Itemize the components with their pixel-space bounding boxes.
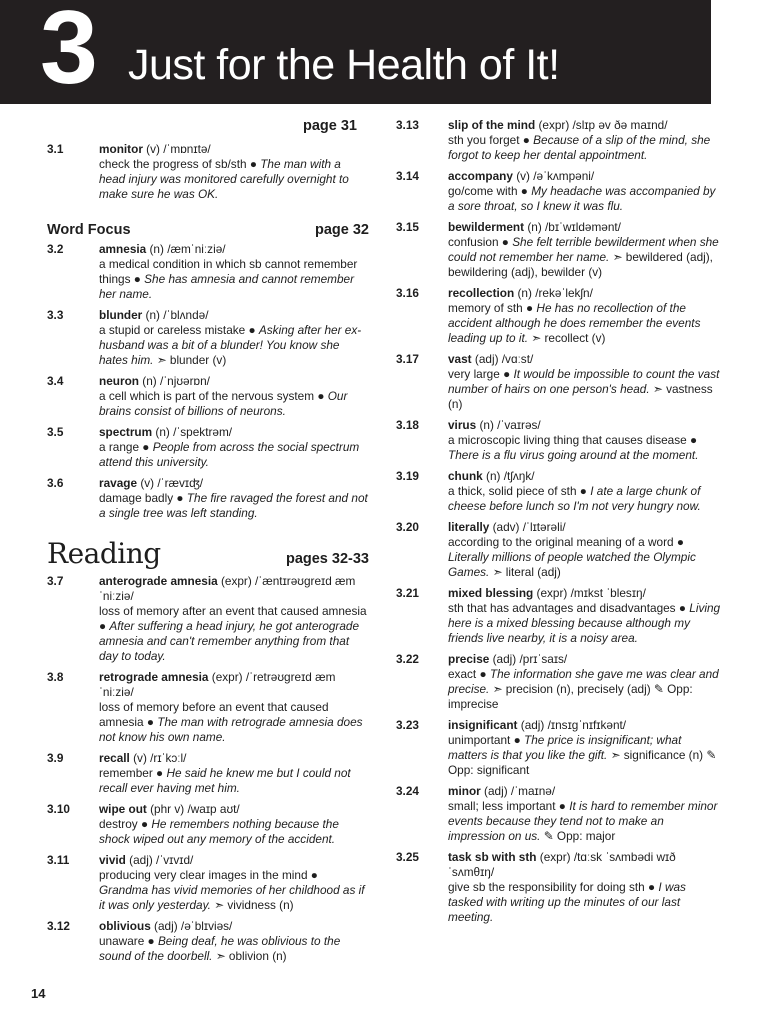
unit-number: 3 xyxy=(40,0,98,106)
entry-headline xyxy=(448,586,722,601)
example-sentence: Because of a slip of the mind, she forgot to keep her dental appointment. xyxy=(448,133,711,162)
word-info: (adv) /ˈlɪtərəli/ xyxy=(489,520,566,534)
vocab-entry xyxy=(47,142,369,202)
entry-headline xyxy=(99,476,369,491)
entry-definition xyxy=(99,491,369,521)
entry-headline xyxy=(448,118,722,133)
page-number: 14 xyxy=(31,986,46,1001)
definition: go/come with ● xyxy=(448,184,532,198)
headword: minor xyxy=(448,784,481,798)
vocab-entry xyxy=(47,751,369,796)
definition: producing very clear images in the mind ● xyxy=(99,868,318,882)
vocab-entry xyxy=(396,286,722,346)
word-info: (n) /ˈvaɪrəs/ xyxy=(476,418,541,432)
headword: slip of the mind xyxy=(448,118,536,132)
headword: virus xyxy=(448,418,477,432)
word-info: (n) /rekəˈlekʃn/ xyxy=(514,286,593,300)
entry-headline xyxy=(448,418,722,433)
entry-number: 3.2 xyxy=(47,242,64,256)
entry-group-reading xyxy=(47,574,369,964)
definition: a medical condition in which sb cannot remember things ● xyxy=(99,257,358,286)
word-info: (n) /tʃʌŋk/ xyxy=(482,469,535,483)
entry-number: 3.17 xyxy=(396,352,419,366)
entry-headline xyxy=(99,425,369,440)
entry-definition xyxy=(99,389,369,419)
entry-body xyxy=(448,352,722,412)
example-sentence: He remembers nothing because the shock wiped out any memory of the accident. xyxy=(99,817,339,846)
entry-body xyxy=(99,802,369,847)
entry-definition xyxy=(448,184,722,214)
entry-number: 3.25 xyxy=(396,850,419,864)
related-forms: ➣ vastness (n) xyxy=(448,382,713,411)
entry-headline xyxy=(448,469,722,484)
related-forms: ➣ vividness (n) xyxy=(210,898,294,912)
headword: chunk xyxy=(448,469,483,483)
definition: a stupid or careless mistake ● xyxy=(99,323,259,337)
definition: unimportant ● xyxy=(448,733,524,747)
example-sentence: The information she gave me was clear and precise. xyxy=(448,667,719,696)
entry-body xyxy=(99,242,369,302)
entry-headline xyxy=(99,142,369,157)
section-header-reading xyxy=(47,537,369,570)
entry-number: 3.8 xyxy=(47,670,64,684)
entry-number: 3.20 xyxy=(396,520,419,534)
entry-definition xyxy=(448,301,722,346)
entry-number: 3.13 xyxy=(396,118,419,132)
word-info: (adj) /əˈblɪviəs/ xyxy=(150,919,233,933)
vocab-entry xyxy=(396,352,722,412)
entry-headline xyxy=(99,802,369,817)
entry-body xyxy=(99,670,369,745)
entry-number: 3.6 xyxy=(47,476,64,490)
related-forms: ➣ bewildered (adj), bewildering (adj), bewilder (v) xyxy=(448,250,713,279)
entry-number: 3.18 xyxy=(396,418,419,432)
word-info: (adj) /ˈvɪvɪd/ xyxy=(125,853,194,867)
example-sentence: I was tasked with writing up the minutes of our last meeting. xyxy=(448,880,686,924)
example-sentence: The man with a head injury was monitored carefully overnight to make sure he was OK. xyxy=(99,157,349,201)
entry-definition xyxy=(448,733,722,778)
entry-group-word-focus xyxy=(47,242,369,521)
definition: a thick, solid piece of sth ● xyxy=(448,484,591,498)
word-info: (n) /bɪˈwɪldəmənt/ xyxy=(524,220,621,234)
entry-definition xyxy=(99,934,369,964)
word-info: (expr) /tɑːsk ˈsʌmbədi wɪð ˈsʌmθɪŋ/ xyxy=(448,850,676,879)
word-info: (adj) /prɪˈsaɪs/ xyxy=(489,652,568,666)
definition: memory of sth ● xyxy=(448,301,537,315)
entry-number: 3.1 xyxy=(47,142,64,156)
vocab-entry xyxy=(47,919,369,964)
entry-body xyxy=(448,784,722,844)
entry-headline xyxy=(99,751,369,766)
entry-body xyxy=(99,425,369,470)
entry-headline xyxy=(448,352,722,367)
definition: very large ● xyxy=(448,367,514,381)
entry-definition xyxy=(99,604,369,664)
entry-number: 3.19 xyxy=(396,469,419,483)
vocab-entry xyxy=(47,574,369,664)
related-forms: ✎ Opp: major xyxy=(540,829,616,843)
definition: give sb the responsibility for doing sth ● xyxy=(448,880,659,894)
entry-number: 3.5 xyxy=(47,425,64,439)
unit-banner xyxy=(0,0,711,104)
entry-body xyxy=(448,169,722,214)
headword: amnesia xyxy=(99,242,147,256)
vocab-entry xyxy=(47,308,369,368)
entry-definition xyxy=(99,817,369,847)
entry-number: 3.24 xyxy=(396,784,419,798)
headword: precise xyxy=(448,652,490,666)
word-info: (adj) /ˈmaɪnə/ xyxy=(480,784,556,798)
definition: loss of memory after an event that caused amnesia ● xyxy=(99,604,367,633)
entry-number: 3.15 xyxy=(396,220,419,234)
entry-body xyxy=(99,308,369,368)
headword: vivid xyxy=(99,853,126,867)
section-page-31: page 31 xyxy=(303,118,357,134)
entry-definition xyxy=(99,766,369,796)
entry-headline xyxy=(99,574,369,604)
example-sentence: The fire ravaged the forest and not a single tree was left standing. xyxy=(99,491,368,520)
related-forms: ➣ significance (n) ✎ Opp: significant xyxy=(448,748,717,777)
vocab-entry xyxy=(47,853,369,913)
right-column xyxy=(396,118,722,931)
entry-definition xyxy=(99,440,369,470)
entry-group-page31 xyxy=(47,142,369,202)
example-sentence: Asking after her ex-husband was a bit of a blunder! You know she hates him. xyxy=(99,323,362,367)
headword: wipe out xyxy=(99,802,147,816)
example-sentence: It would be impossible to count the vast number of hairs on one person's head. xyxy=(448,367,720,396)
headword: retrograde amnesia xyxy=(99,670,209,684)
definition: confusion ● xyxy=(448,235,513,249)
headword: bewilderment xyxy=(448,220,525,234)
entry-body xyxy=(99,919,369,964)
entry-number: 3.23 xyxy=(396,718,419,732)
vocab-entry xyxy=(396,169,722,214)
example-sentence: After suffering a head injury, he got anterograde amnesia and can't remember anything from that day to today. xyxy=(99,619,360,663)
definition: according to the original meaning of a word ● xyxy=(448,535,684,549)
section-header-word-focus xyxy=(47,222,369,238)
example-sentence: The price is insignificant; what matters is that you like the gift. xyxy=(448,733,682,762)
definition: a microscopic living thing that causes disease ● xyxy=(448,433,698,447)
example-sentence: He has no recollection of the accident although he does remember the events leading up to it. xyxy=(448,301,701,345)
example-sentence: He said he knew me but I could not recall ever having met him. xyxy=(99,766,351,795)
entry-headline xyxy=(448,652,722,667)
vocab-entry xyxy=(396,586,722,646)
headword: anterograde amnesia xyxy=(99,574,218,588)
headword: neuron xyxy=(99,374,139,388)
entry-headline xyxy=(99,919,369,934)
entry-headline xyxy=(448,520,722,535)
entry-definition xyxy=(448,667,722,712)
entry-number: 3.3 xyxy=(47,308,64,322)
entry-headline xyxy=(448,850,722,880)
definition: unaware ● xyxy=(99,934,158,948)
entry-body xyxy=(448,118,722,163)
example-sentence: I ate a large chunk of cheese before lunch so I'm not very hungry now. xyxy=(448,484,701,513)
entry-body xyxy=(448,286,722,346)
entry-body xyxy=(99,853,369,913)
example-sentence: Being deaf, he was oblivious to the sound of the doorbell. xyxy=(99,934,341,963)
vocab-entry xyxy=(47,374,369,419)
related-forms: ➣ recollect (v) xyxy=(528,331,606,345)
definition: exact ● xyxy=(448,667,490,681)
entry-definition xyxy=(448,133,722,163)
entry-body xyxy=(99,751,369,796)
entry-number: 3.9 xyxy=(47,751,64,765)
word-info: (v) /ˈrævɪʤ/ xyxy=(137,476,204,490)
entry-definition xyxy=(448,367,722,412)
entry-number: 3.4 xyxy=(47,374,64,388)
word-info: (v) /rɪˈkɔːl/ xyxy=(129,751,187,765)
entry-definition xyxy=(99,157,369,202)
headword: oblivious xyxy=(99,919,151,933)
entry-definition xyxy=(448,484,722,514)
entry-number: 3.12 xyxy=(47,919,70,933)
example-sentence: Grandma has vivid memories of her childhood as if it was only yesterday. xyxy=(99,883,365,912)
example-sentence: Literally millions of people watched the Olympic Games. xyxy=(448,550,696,579)
headword: task sb with sth xyxy=(448,850,537,864)
example-sentence: The man with retrograde amnesia does not know his own name. xyxy=(99,715,363,744)
vocab-entry xyxy=(396,118,722,163)
word-info: (v) /əˈkʌmpəni/ xyxy=(512,169,595,183)
headword: recall xyxy=(99,751,130,765)
entry-headline xyxy=(99,308,369,323)
section-page-32: page 32 xyxy=(315,222,369,238)
entry-definition xyxy=(99,257,369,302)
entry-definition xyxy=(99,868,369,913)
entry-number: 3.14 xyxy=(396,169,419,183)
definition: damage badly ● xyxy=(99,491,187,505)
entry-headline xyxy=(99,374,369,389)
entry-headline xyxy=(448,169,722,184)
entry-body xyxy=(448,520,722,580)
headword: spectrum xyxy=(99,425,153,439)
example-sentence: Our brains consist of billions of neurons. xyxy=(99,389,348,418)
entry-body xyxy=(448,469,722,514)
definition: a range ● xyxy=(99,440,153,454)
left-column xyxy=(47,118,369,970)
section-title-word-focus: Word Focus xyxy=(47,222,131,238)
vocab-entry xyxy=(396,850,722,925)
definition: destroy ● xyxy=(99,817,152,831)
word-info: (n) /æmˈniːziə/ xyxy=(146,242,226,256)
entry-number: 3.7 xyxy=(47,574,64,588)
headword: blunder xyxy=(99,308,143,322)
entry-definition xyxy=(448,601,722,646)
entry-body xyxy=(448,718,722,778)
headword: accompany xyxy=(448,169,513,183)
example-sentence: She has amnesia and cannot remember her name. xyxy=(99,272,355,301)
word-info: (expr) /ˈretrəʊɡreɪd æmˈniːziə/ xyxy=(99,670,336,699)
vocab-entry xyxy=(396,652,722,712)
headword: monitor xyxy=(99,142,143,156)
section-title-reading: Reading xyxy=(47,537,161,570)
entry-number: 3.22 xyxy=(396,652,419,666)
word-info: (v) /ˈmɒnɪtə/ xyxy=(142,142,211,156)
definition: a cell which is part of the nervous system ● xyxy=(99,389,328,403)
entry-headline xyxy=(99,853,369,868)
word-info: (expr) /ˈæntɪrəʊɡreɪd æmˈniːziə/ xyxy=(99,574,356,603)
entry-number: 3.11 xyxy=(47,853,70,867)
vocab-entry xyxy=(396,784,722,844)
entry-group-reading-continued xyxy=(396,118,722,925)
example-sentence: Living here is a mixed blessing because although my friends live nearby, it is a noisy area. xyxy=(448,601,721,645)
headword: ravage xyxy=(99,476,138,490)
entry-headline xyxy=(99,670,369,700)
entry-body xyxy=(448,418,722,463)
headword: vast xyxy=(448,352,472,366)
example-sentence: People from across the social spectrum attend this university. xyxy=(99,440,360,469)
entry-number: 3.10 xyxy=(47,802,70,816)
vocab-entry xyxy=(47,670,369,745)
related-forms: ➣ precision (n), precisely (adj) ✎ Opp: imprecise xyxy=(448,682,693,711)
vocab-entry xyxy=(396,418,722,463)
vocab-entry xyxy=(396,718,722,778)
entry-headline xyxy=(448,286,722,301)
word-info: (n) /ˈnjʊərɒn/ xyxy=(138,374,210,388)
section-pages-32-33: pages 32-33 xyxy=(285,551,369,567)
example-sentence: There is a flu virus going around at the moment. xyxy=(448,448,699,462)
definition: small; less important ● xyxy=(448,799,570,813)
unit-title: Just for the Health of It! xyxy=(128,41,560,89)
entry-headline xyxy=(99,242,369,257)
entry-body xyxy=(448,220,722,280)
entry-headline xyxy=(448,718,722,733)
entry-body xyxy=(99,476,369,521)
related-forms: ➣ oblivion (n) xyxy=(212,949,287,963)
word-info: (expr) /slɪp əv ðə maɪnd/ xyxy=(535,118,668,132)
example-sentence: My headache was accompanied by a sore throat, so I knew it was flu. xyxy=(448,184,716,213)
word-info: (adj) /ɪnsɪɡˈnɪfɪkənt/ xyxy=(517,718,627,732)
related-forms: ➣ literal (adj) xyxy=(489,565,561,579)
related-forms: ➣ blunder (v) xyxy=(153,353,227,367)
entry-definition xyxy=(99,323,369,368)
vocab-entry xyxy=(47,425,369,470)
word-info: (phr v) /waɪp aʊt/ xyxy=(146,802,240,816)
word-info: (adj) /vɑːst/ xyxy=(471,352,534,366)
vocab-entry xyxy=(396,220,722,280)
vocab-entry xyxy=(396,469,722,514)
definition: check the progress of sb/sth ● xyxy=(99,157,261,171)
definition: sth that has advantages and disadvantages ● xyxy=(448,601,690,615)
entry-definition xyxy=(448,880,722,925)
entry-definition xyxy=(448,235,722,280)
entry-definition xyxy=(448,799,722,844)
headword: insignificant xyxy=(448,718,518,732)
entry-body xyxy=(99,374,369,419)
entry-headline xyxy=(448,220,722,235)
definition: sth you forget ● xyxy=(448,133,534,147)
entry-definition xyxy=(448,433,722,463)
headword: literally xyxy=(448,520,490,534)
word-info: (n) /ˈblʌndə/ xyxy=(142,308,209,322)
headword: mixed blessing xyxy=(448,586,534,600)
definition: loss of memory before an event that caused amnesia ● xyxy=(99,700,329,729)
entry-body xyxy=(448,850,722,925)
example-sentence: It is hard to remember minor events because they tend not to make an impression on us. xyxy=(448,799,718,843)
entry-number: 3.16 xyxy=(396,286,419,300)
entry-body xyxy=(99,574,369,664)
entry-body xyxy=(448,652,722,712)
entry-body xyxy=(99,142,369,202)
definition: remember ● xyxy=(99,766,167,780)
entry-definition xyxy=(448,535,722,580)
vocab-entry xyxy=(47,802,369,847)
vocab-entry xyxy=(47,476,369,521)
entry-definition xyxy=(99,700,369,745)
entry-number: 3.21 xyxy=(396,586,419,600)
example-sentence: She felt terrible bewilderment when she could not remember her name. xyxy=(448,235,719,264)
entry-headline xyxy=(448,784,722,799)
headword: recollection xyxy=(448,286,515,300)
vocab-entry xyxy=(47,242,369,302)
vocab-entry xyxy=(396,520,722,580)
word-info: (expr) /mɪkst ˈblesɪŋ/ xyxy=(533,586,646,600)
entry-body xyxy=(448,586,722,646)
word-info: (n) /ˈspektrəm/ xyxy=(152,425,233,439)
